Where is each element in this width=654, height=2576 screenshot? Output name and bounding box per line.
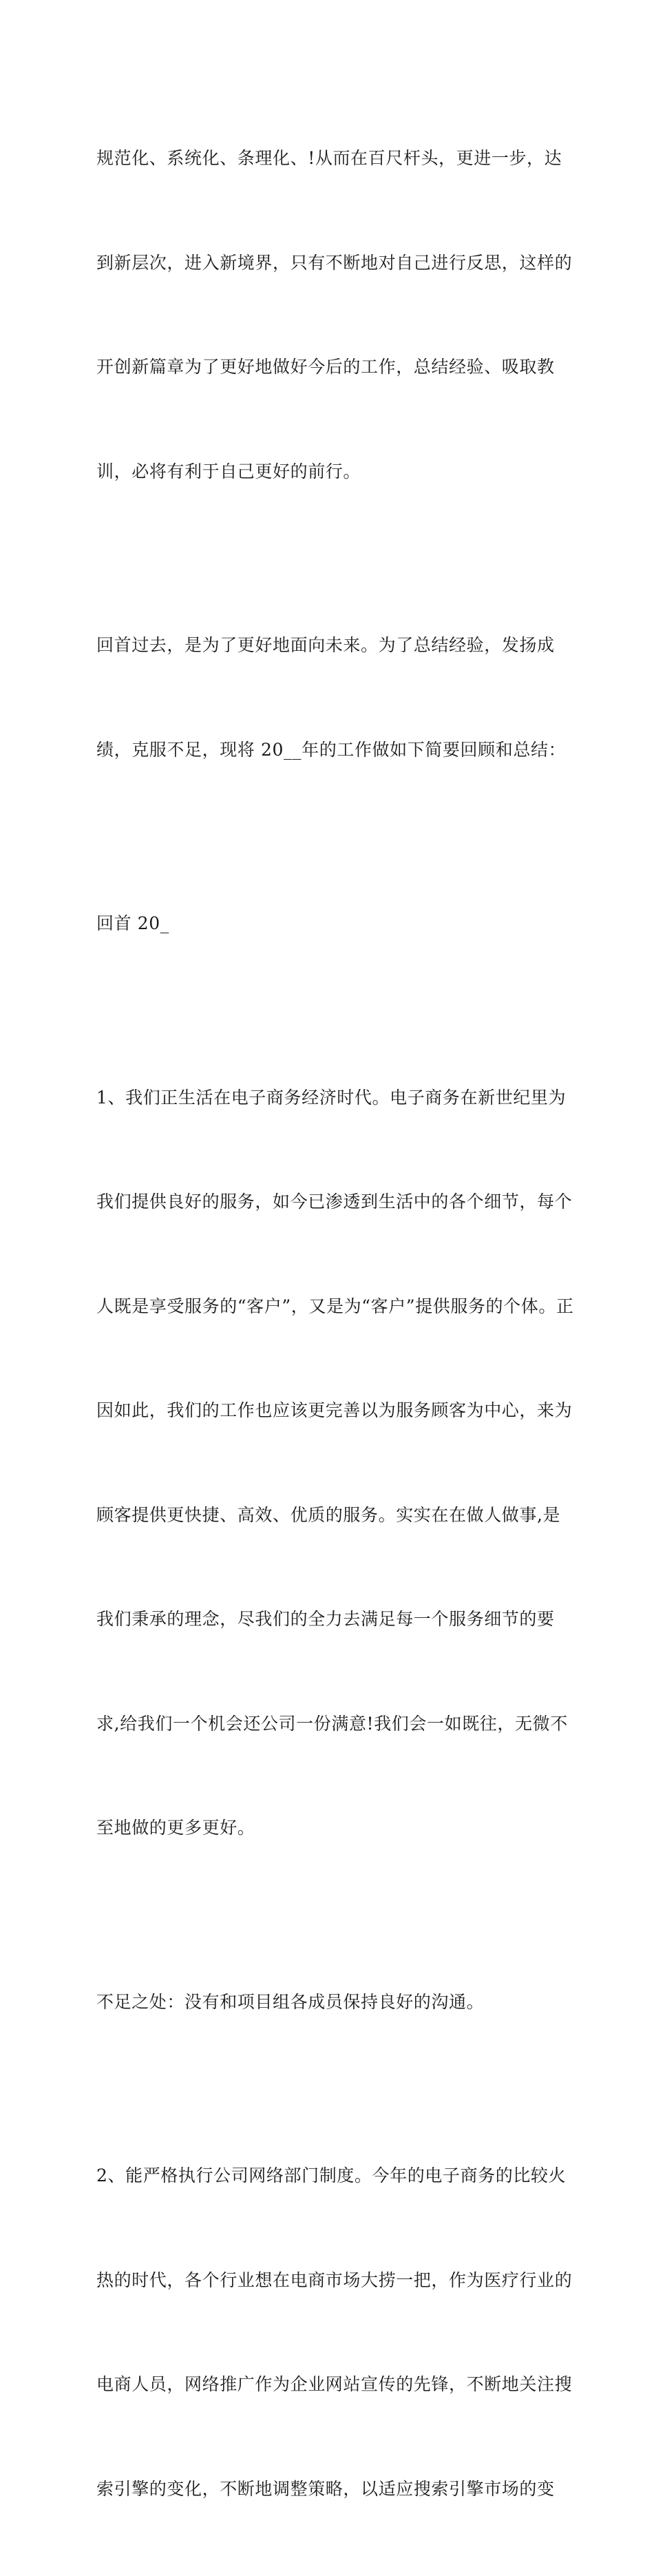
text-line: 1、我们正生活在电子商务经济时代。电子商务在新世纪里为 bbox=[96, 1087, 567, 1108]
paragraph-review bbox=[96, 559, 567, 837]
text-line: 开创新篇章为了更好地做好今后的工作，总结经验、吸取教 bbox=[96, 357, 555, 377]
text-line: 回首过去，是为了更好地面向未来。为了总结经验，发扬成 bbox=[96, 635, 555, 655]
text-line: 2、能严格执行公司网络部门制度。今年的电子商务的比较火 bbox=[96, 2165, 567, 2185]
text-line: 回首 20_ bbox=[96, 913, 169, 933]
text-line: 绩，克服不足，现将 20__年的工作做如下简要回顾和总结： bbox=[96, 739, 567, 760]
text-line: 电商人员，网络推广作为企业网站宣传的先锋，不断地关注搜 bbox=[96, 2374, 573, 2394]
text-line: 索引擎的变化，不断地调整策略，以适应搜索引擎市场的变 bbox=[96, 2478, 555, 2499]
text-line: 人既是享受服务的“客户”，又是为“客户”提供服务的个体。正 bbox=[96, 1296, 574, 1316]
text-line: 我们提供良好的服务，如今已渗透到生活中的各个细节，每个 bbox=[96, 1192, 573, 1212]
text-line: 训，必将有利于自己更好的前行。 bbox=[96, 461, 361, 481]
paragraph-item-2 bbox=[96, 2089, 573, 2576]
paragraph-shortcomings bbox=[96, 1915, 561, 2090]
paragraph-item-1 bbox=[96, 1011, 574, 1915]
text-line: 求,给我们一个机会还公司一份满意!我们会一如既往，无微不 bbox=[96, 1713, 568, 1734]
text-line: 顾客提供更快捷、高效、优质的服务。实实在在做人做事,是 bbox=[96, 1504, 561, 1525]
paragraph-intro bbox=[96, 72, 573, 559]
text-line: 到新层次，进入新境界，只有不断地对自己进行反思，这样的 bbox=[96, 252, 573, 273]
section-heading bbox=[96, 837, 561, 1011]
document-body bbox=[96, 72, 574, 2576]
text-line: 因如此，我们的工作也应该更完善以为服务顾客为中心，来为 bbox=[96, 1400, 573, 1420]
text-line: 热的时代，各个行业想在电商市场大捞一把，作为医疗行业的 bbox=[96, 2269, 573, 2290]
text-line: 我们秉承的理念，尽我们的全力去满足每一个服务细节的要 bbox=[96, 1609, 555, 1629]
text-line: 规范化、系统化、条理化、!从而在百尺杆头，更进一步，达 bbox=[96, 148, 562, 168]
text-line: 至地做的更多更好。 bbox=[96, 1818, 255, 1838]
text-line: 不足之处：没有和项目组各成员保持良好的沟通。 bbox=[96, 1991, 485, 2012]
